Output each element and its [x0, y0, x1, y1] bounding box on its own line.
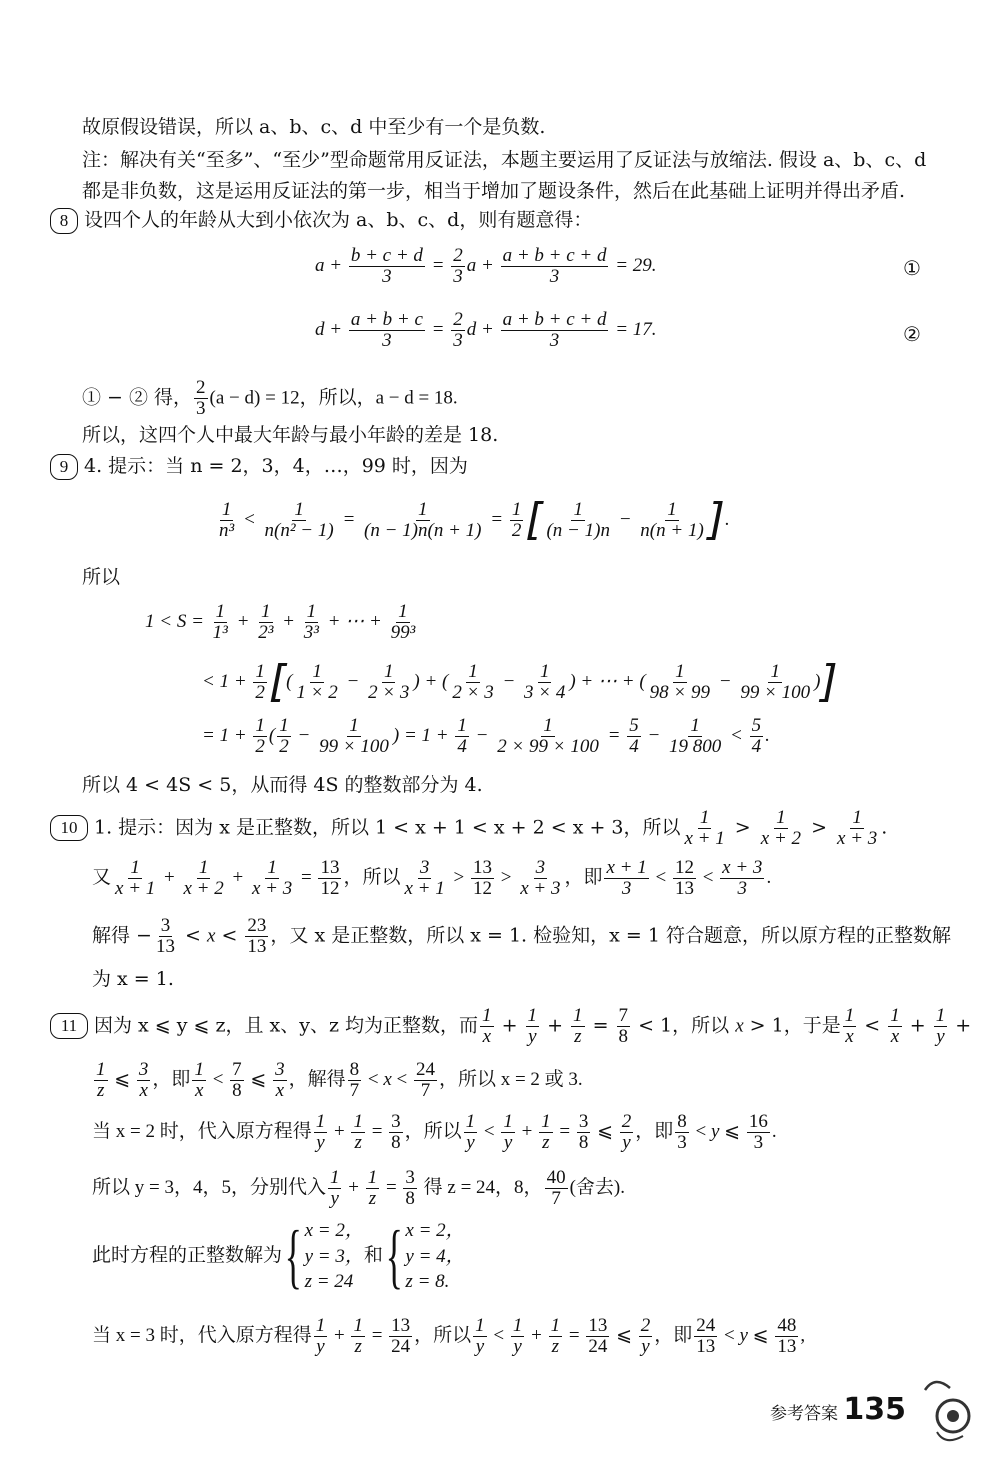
text-span: 此时方程的正整数解为: [92, 1244, 283, 1266]
text-line: $\frac{1}{z}$ ⩽ $\frac{3}{x}$ ，即 $\frac{1}{x}$ < $\frac{7}{8}$ ⩽ $\frac{3}{x}$ ，解得 $\frac{8}{7}$ < x < $\frac{24}{7}$ ，所以 x = 2 或 3.: [96, 1059, 583, 1101]
text-span: ，又 x 是正整数，所以 x = 1. 检验知，x = 1 符合题意，所以原方程的正整数解: [270, 924, 951, 947]
text-line: 所以 y = 3，4，5，分别代入 $\frac{1}{y}$ + $\frac{1}{z}$ = $\frac{3}{8}$ 得 z = 24，8， $\frac{40}{7}$ (舍去).: [92, 1167, 625, 1209]
text-line: 当 x = 2 时，代入原方程得 $\frac{1}{y}$ + $\frac{1}{z}$ = $\frac{3}{8}$ ，所以 $\frac{1}{y}$ < $\frac{1}{y}$ + $\frac{1}{z}$ = $\frac{3}{8}$ ⩽ $\frac{2}{y}$ ，即 $\frac{8}{3}$ < y ⩽ $\frac{16}{3}$ .: [92, 1111, 777, 1153]
text-line: 所以，这四个人中最大年龄与最小年龄的差是 18.: [82, 424, 499, 446]
text-line: 所以: [82, 566, 121, 588]
problem-8: [50, 208, 592, 234]
page-footer: [770, 1392, 906, 1427]
problem-9: [50, 454, 468, 480]
sys-row: y = 3，: [304, 1245, 364, 1267]
text-span: (a − d) = 12，所以，a − d = 18.: [209, 387, 458, 409]
sys-row: z = 24: [304, 1271, 354, 1293]
footer-label: 参考答案: [770, 1404, 838, 1424]
equation-1: a + $\frac{b + c + d}{3}$ = $\frac{2}{3}$ a + $\frac{a + b + c + d}{3}$ = 29.: [315, 245, 657, 287]
problem-number: 11: [50, 1013, 88, 1039]
equation-tag: ①: [903, 256, 921, 280]
sum-line-3: = 1 + $\frac{1}{2}$ ( $\frac{1}{2}$ − $\frac{1}{99 \times 100}$ ) = 1 + $\frac{1}{4}$ − $\frac{1}{2 \times 99 \times 100}$ = $\frac{5}{4}$ − $\frac{1}{19 800}$ < $\frac{5}{4}$ .: [202, 715, 770, 757]
text-span: 当 x = 2 时，代入原方程得: [92, 1120, 312, 1142]
text-span: 得 z = 24，8，: [423, 1176, 543, 1198]
solution-system-1: [305, 1218, 364, 1295]
text-line: 当 x = 3 时，代入原方程得 $\frac{1}{y}$ + $\frac{1}{z}$ = $\frac{13}{24}$ ，所以 $\frac{1}{y}$ < $\frac{1}{y}$ + $\frac{1}{z}$ = $\frac{13}{24}$ ⩽ $\frac{2}{y}$ ，即 $\frac{24}{13}$ < y ⩽ $\frac{48}{13}$ ,: [92, 1315, 806, 1357]
text-span: 所以 y = 3，4，5，分别代入: [92, 1176, 326, 1198]
text-span: ，所以 x = 2 或 3.: [438, 1068, 583, 1090]
equation-tag: ②: [903, 322, 921, 346]
text-line: 所以 4 < 4S < 5，从而得 4S 的整数部分为 4.: [82, 774, 483, 796]
text-line: 此时方程的正整数解为{ x = 2， y = 3， z = 24 和{ x = 2， y = 4， z = 8.: [92, 1216, 465, 1297]
text-span: (舍去).: [569, 1176, 625, 1198]
solution-system-2: [405, 1218, 464, 1295]
sys-row: x = 2，: [405, 1220, 465, 1241]
text-line: 又 $\frac{1}{x + 1}$ + $\frac{1}{x + 2}$ + $\frac{1}{x + 3}$ = $\frac{13}{12}$ ，所以 $\frac{3}{x + 1}$ > $\frac{13}{12}$ > $\frac{3}{x + 3}$ ，即 $\frac{x + 1}{3}$ < $\frac{12}{13}$ < $\frac{x + 3}{3}$ .: [92, 857, 772, 899]
text-span: 解得 −: [92, 924, 152, 947]
text-line: ① − ② 得， $\frac{2}{3}$ (a − d) = 12，所以，a − d = 18.: [82, 377, 458, 419]
problem-9-intro: 4. 提示：当 n = 2，3，4，…，99 时，因为: [84, 455, 468, 477]
mascot-logo: [905, 1370, 985, 1455]
equation-2: d + $\frac{a + b + c}{3}$ = $\frac{2}{3}$ d + $\frac{a + b + c + d}{3}$ = 17.: [315, 309, 657, 351]
text-line: 为 x = 1.: [92, 968, 174, 990]
sum-line-2: < 1 + $\frac{1}{2}$ [( $\frac{1}{1 \times 2}$ − $\frac{1}{2 \times 3}$ ) + ( $\frac{1}{2 \times 3}$ − $\frac{1}{3 \times 4}$ ) + ⋯ + ( $\frac{1}{98 \times 99}$ − $\frac{1}{99 \times 100}$ )]: [202, 656, 838, 707]
text-span: ① − ② 得，: [82, 386, 193, 409]
sys-row: x = 2，: [304, 1220, 364, 1241]
text-line: 都是非负数，这是运用反证法的第一步，相当于增加了题设条件，然后在此基础上证明并得出矛盾.: [82, 180, 906, 202]
text-span: 当 x = 3 时，代入原方程得: [92, 1324, 312, 1346]
problem-number: 10: [50, 815, 88, 841]
text-line: 注：解决有关“至多”、“至少”型命题常用反证法，本题主要运用了反证法与放缩法. 假设 a、b、c、d: [82, 149, 927, 171]
text-span: 因为 x ⩽ y ⩽ z，且 x、y、z 均为正整数，而: [94, 1014, 479, 1037]
text-span: 和: [363, 1244, 383, 1266]
sys-row: z = 8.: [405, 1271, 450, 1293]
text-line: 解得 − $\frac{3}{13}$ < x < $\frac{23}{13}$ ，又 x 是正整数，所以 x = 1. 检验知，x = 1 符合题意，所以原方程的正整数解: [92, 915, 951, 957]
problem-number: 8: [50, 208, 78, 234]
inequality-chain: $\frac{1}{\text{n³}}$ < $\frac{1}{\text{n(n² − 1)}}$ = $\frac{1}{(n - 1)n(n + 1)}$ = $\frac{1}{2}$ [ $\frac{1}{(n - 1)n}$ − $\frac{1}{n(n + 1)}$ ].: [219, 494, 730, 545]
text-line: 故原假设错误，所以 a、b、c、d 中至少有一个是负数.: [82, 116, 546, 138]
problem-10: 10 1. 提示：因为 x 是正整数，所以 1 < x + 1 < x + 2 < x + 3，所以 $\frac{1}{x + 1}$ > $\frac{1}{x + 2}$ > $\frac{1}{x + 3}$ .: [50, 808, 887, 849]
sum-line-1: 1 < S = $\frac{1}{\text{1³}}$ + $\frac{1}{\text{2³}}$ + $\frac{1}{\text{3³}}$ + ⋯ + $\frac{1}{\text{99³}}$: [145, 601, 416, 643]
problem-10-intro: 1. 提示：因为 x 是正整数，所以 1 < x + 1 < x + 2 < x + 3，所以: [94, 816, 681, 839]
problem-11: 11 因为 x ⩽ y ⩽ z，且 x、y、z 均为正整数，而 $\frac{1}{x}$ + $\frac{1}{y}$ + $\frac{1}{z}$ = $\frac{7}{8}$ < 1，所以 x > 1，于是 $\frac{1}{x}$ < $\frac{1}{x}$ + $\frac{1}{y}$ +: [50, 1006, 971, 1047]
problem-8-intro: 设四个人的年龄从大到小依次为 a、b、c、d，则有题意得：: [84, 209, 593, 231]
sys-row: y = 4，: [405, 1245, 465, 1267]
page-number: 135: [843, 1392, 907, 1427]
problem-number: 9: [50, 454, 78, 480]
